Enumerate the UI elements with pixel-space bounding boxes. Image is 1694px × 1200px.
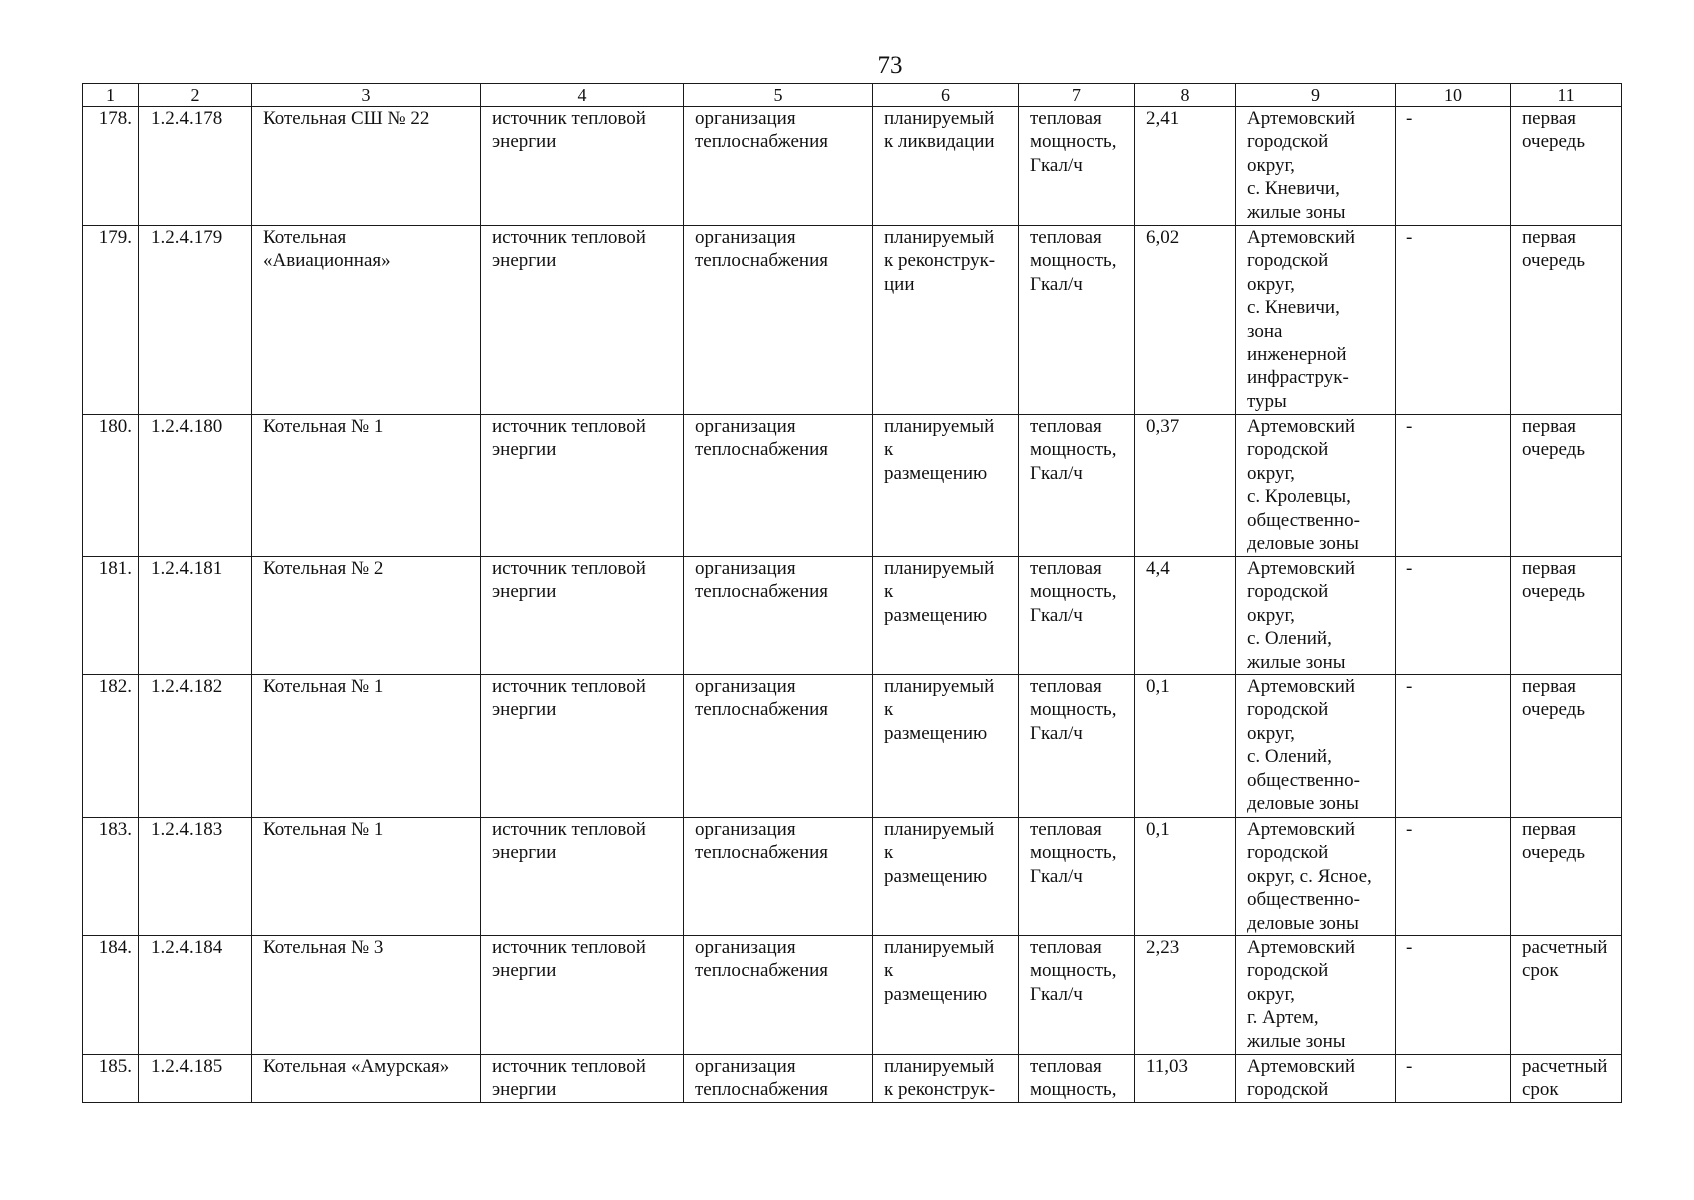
table-row (83, 557, 1622, 675)
characteristic-cell: тепловая мощность, Гкал/ч (1019, 936, 1135, 1055)
object-code-cell: 1.2.4.180 (139, 415, 252, 557)
stage-cell: первая очередь (1511, 557, 1622, 675)
object-name-cell: Котельная № 2 (252, 557, 481, 675)
object-purpose-cell: организация теплоснабжения (684, 1055, 873, 1103)
column-number-header: 8 (1135, 84, 1236, 107)
zone-cell: - (1396, 818, 1511, 936)
characteristic-cell: тепловая мощность, Гкал/ч (1019, 107, 1135, 226)
table-row (83, 107, 1622, 226)
value-cell: 6,02 (1135, 226, 1236, 415)
stage-cell: первая очередь (1511, 675, 1622, 818)
object-purpose-cell: организация теплоснабжения (684, 557, 873, 675)
zone-cell: - (1396, 675, 1511, 818)
object-name-cell: Котельная «Авиационная» (252, 226, 481, 415)
object-name-cell: Котельная № 1 (252, 818, 481, 936)
location-cell: Артемовский городской округ, с. Кневичи, зона инженерной инфраструк- туры (1236, 226, 1396, 415)
characteristic-cell: тепловая мощность, Гкал/ч (1019, 415, 1135, 557)
object-type-cell: источник тепловой энергии (481, 818, 684, 936)
value-cell: 0,1 (1135, 675, 1236, 818)
column-number-header: 4 (481, 84, 684, 107)
table-row (83, 675, 1622, 818)
column-number-row (83, 84, 1622, 107)
object-status-cell: планируемый к размещению (873, 415, 1019, 557)
object-type-cell: источник тепловой энергии (481, 936, 684, 1055)
column-number-header: 11 (1511, 84, 1622, 107)
location-cell: Артемовский городской (1236, 1055, 1396, 1103)
column-number-header: 5 (684, 84, 873, 107)
column-number-header: 6 (873, 84, 1019, 107)
object-code-cell: 1.2.4.184 (139, 936, 252, 1055)
value-cell: 2,41 (1135, 107, 1236, 226)
page-number: 73 (877, 52, 903, 79)
object-code-cell: 1.2.4.185 (139, 1055, 252, 1103)
object-status-cell: планируемый к ликвидации (873, 107, 1019, 226)
characteristic-cell: тепловая мощность, Гкал/ч (1019, 226, 1135, 415)
row-number-cell: 184. (83, 936, 139, 1055)
object-purpose-cell: организация теплоснабжения (684, 226, 873, 415)
object-status-cell: планируемый к размещению (873, 675, 1019, 818)
column-number-header: 9 (1236, 84, 1396, 107)
column-number-header: 1 (83, 84, 139, 107)
table-row (83, 936, 1622, 1055)
object-code-cell: 1.2.4.181 (139, 557, 252, 675)
location-cell: Артемовский городской округ, г. Артем, жилые зоны (1236, 936, 1396, 1055)
object-type-cell: источник тепловой энергии (481, 107, 684, 226)
object-code-cell: 1.2.4.179 (139, 226, 252, 415)
stage-cell: первая очередь (1511, 818, 1622, 936)
zone-cell: - (1396, 936, 1511, 1055)
row-number-cell: 179. (83, 226, 139, 415)
zone-cell: - (1396, 1055, 1511, 1103)
row-number-cell: 181. (83, 557, 139, 675)
characteristic-cell: тепловая мощность, Гкал/ч (1019, 818, 1135, 936)
stage-cell: расчетный срок (1511, 1055, 1622, 1103)
zone-cell: - (1396, 226, 1511, 415)
stage-cell: первая очередь (1511, 415, 1622, 557)
object-type-cell: источник тепловой энергии (481, 226, 684, 415)
column-number-header: 2 (139, 84, 252, 107)
object-status-cell: планируемый к размещению (873, 818, 1019, 936)
row-number-cell: 182. (83, 675, 139, 818)
characteristic-cell: тепловая мощность, (1019, 1055, 1135, 1103)
object-purpose-cell: организация теплоснабжения (684, 818, 873, 936)
object-type-cell: источник тепловой энергии (481, 1055, 684, 1103)
object-type-cell: источник тепловой энергии (481, 415, 684, 557)
row-number-cell: 178. (83, 107, 139, 226)
object-status-cell: планируемый к реконструк- (873, 1055, 1019, 1103)
value-cell: 0,37 (1135, 415, 1236, 557)
stage-cell: расчетный срок (1511, 936, 1622, 1055)
table-row (83, 415, 1622, 557)
column-number-header: 10 (1396, 84, 1511, 107)
table-row (83, 818, 1622, 936)
table-row (83, 226, 1622, 415)
characteristic-cell: тепловая мощность, Гкал/ч (1019, 675, 1135, 818)
location-cell: Артемовский городской округ, с. Кневичи, жилые зоны (1236, 107, 1396, 226)
zone-cell: - (1396, 415, 1511, 557)
row-number-cell: 185. (83, 1055, 139, 1103)
object-name-cell: Котельная № 1 (252, 675, 481, 818)
value-cell: 2,23 (1135, 936, 1236, 1055)
value-cell: 4,4 (1135, 557, 1236, 675)
object-purpose-cell: организация теплоснабжения (684, 675, 873, 818)
zone-cell: - (1396, 107, 1511, 226)
object-code-cell: 1.2.4.183 (139, 818, 252, 936)
table-row (83, 1055, 1622, 1103)
object-purpose-cell: организация теплоснабжения (684, 936, 873, 1055)
column-number-header: 7 (1019, 84, 1135, 107)
column-number-header: 3 (252, 84, 481, 107)
value-cell: 0,1 (1135, 818, 1236, 936)
row-number-cell: 183. (83, 818, 139, 936)
object-name-cell: Котельная № 1 (252, 415, 481, 557)
row-number-cell: 180. (83, 415, 139, 557)
stage-cell: первая очередь (1511, 107, 1622, 226)
object-code-cell: 1.2.4.178 (139, 107, 252, 226)
object-purpose-cell: организация теплоснабжения (684, 415, 873, 557)
location-cell: Артемовский городской округ, с. Олений, жилые зоны (1236, 557, 1396, 675)
object-code-cell: 1.2.4.182 (139, 675, 252, 818)
value-cell: 11,03 (1135, 1055, 1236, 1103)
object-type-cell: источник тепловой энергии (481, 557, 684, 675)
object-name-cell: Котельная «Амурская» (252, 1055, 481, 1103)
characteristic-cell: тепловая мощность, Гкал/ч (1019, 557, 1135, 675)
location-cell: Артемовский городской округ, с. Ясное, общественно- деловые зоны (1236, 818, 1396, 936)
object-status-cell: планируемый к размещению (873, 557, 1019, 675)
object-status-cell: планируемый к размещению (873, 936, 1019, 1055)
location-cell: Артемовский городской округ, с. Кролевцы, общественно- деловые зоны (1236, 415, 1396, 557)
object-type-cell: источник тепловой энергии (481, 675, 684, 818)
object-purpose-cell: организация теплоснабжения (684, 107, 873, 226)
stage-cell: первая очередь (1511, 226, 1622, 415)
facilities-table (82, 83, 1622, 1103)
zone-cell: - (1396, 557, 1511, 675)
location-cell: Артемовский городской округ, с. Олений, общественно- деловые зоны (1236, 675, 1396, 818)
object-status-cell: планируемый к реконструк- ции (873, 226, 1019, 415)
object-name-cell: Котельная № 3 (252, 936, 481, 1055)
object-name-cell: Котельная СШ № 22 (252, 107, 481, 226)
